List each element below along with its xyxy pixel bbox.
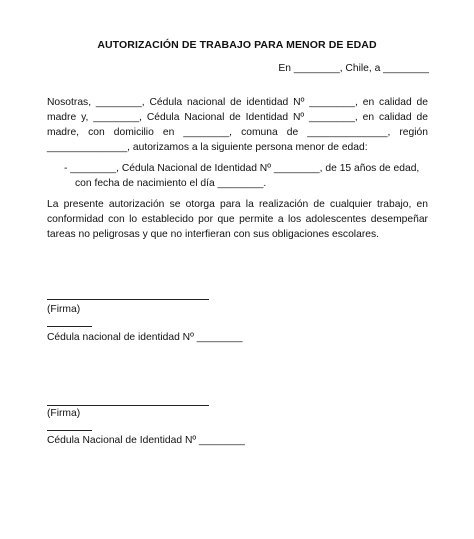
signature-id-label-2: Cédula Nacional de Identidad Nº ________ xyxy=(47,435,245,446)
authorization-paragraph: Nosotras, ________, Cédula nacional de identidad Nº ________, en calidad de madre y, ________, Cédula Nacional de Identidad Nº ________, en calidad de madre, con domicilio en ________, comuna de ______________, región ______________, autorizamos a la siguiente persona menor de edad: xyxy=(47,97,428,154)
signature-id-rule-1 xyxy=(47,326,92,327)
minor-details-line-1: - ________, Cédula Nacional de Identidad Nº ________, de 15 años de edad, xyxy=(64,163,420,174)
signature-label-1: (Firma) xyxy=(47,304,81,315)
minor-details-line-2: con fecha de nacimiento el día ________. xyxy=(75,178,267,190)
purpose-paragraph: La presente autorización se otorga para la realización de cualquier trabajo, en conformidad con lo establecido por que permite a los adolescentes desempeñar tareas no peligrosas y que no interfieran con sus obligaciones escolares. xyxy=(47,199,428,241)
place-date-line: En ________, Chile, a ________ xyxy=(278,63,429,74)
signature-line-2 xyxy=(47,405,209,406)
document-title: AUTORIZACIÓN DE TRABAJO PARA MENOR DE EDAD xyxy=(97,39,377,51)
minor-details-item xyxy=(64,161,428,191)
signature-id-label-1: Cédula nacional de identidad Nº ________ xyxy=(47,332,243,343)
signature-id-rule-2 xyxy=(47,430,92,431)
signature-label-2: (Firma) xyxy=(47,408,81,419)
signature-line-1 xyxy=(47,299,209,300)
